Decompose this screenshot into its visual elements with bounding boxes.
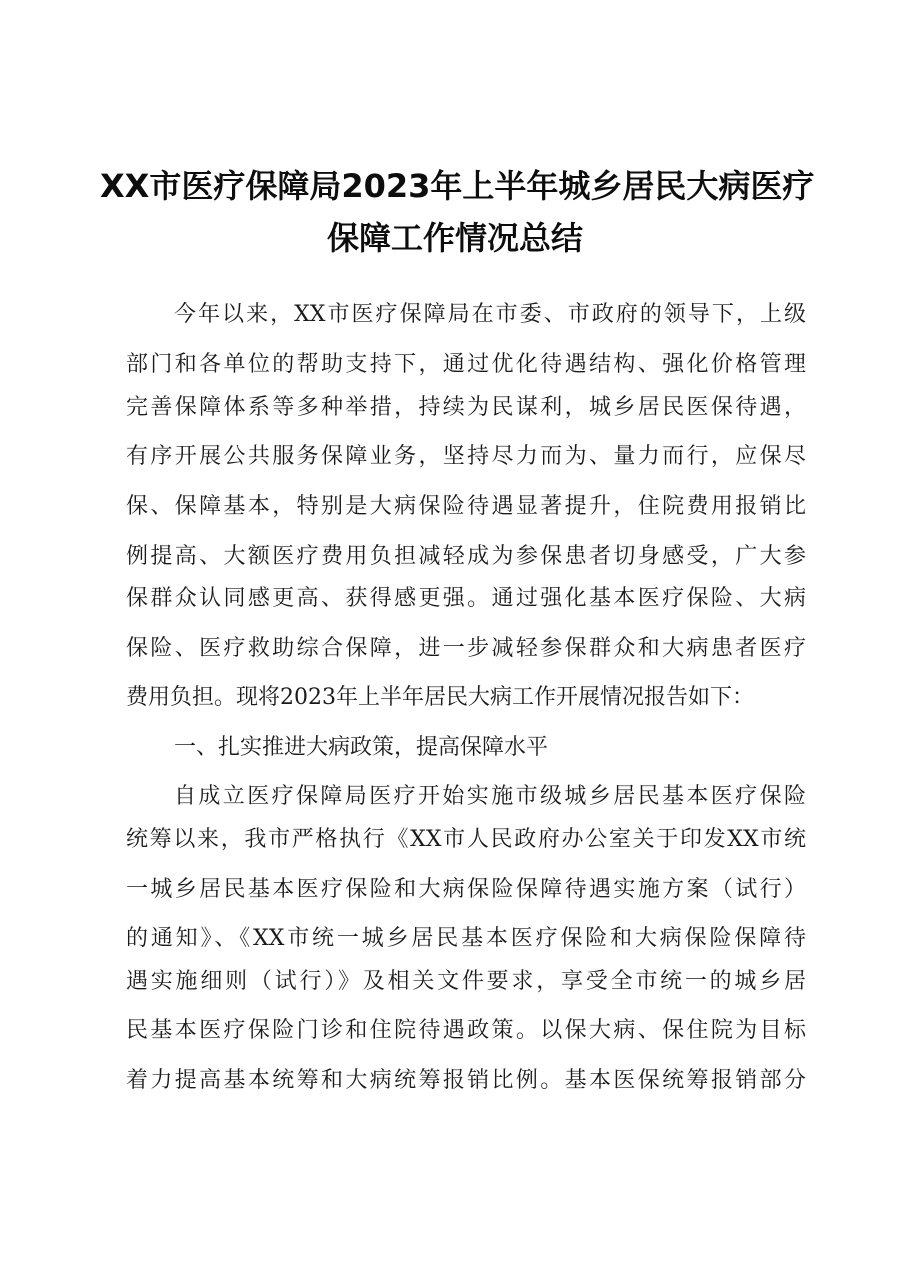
section-heading-1: 一、扎实推进大病政策，提高保障水平 [174,735,549,760]
paragraph-1-line-2: 部门和各单位的帮助支持下，通过优化待遇结构、强化价格管理 [126,352,806,377]
paragraph-2-line-5: 遇实施细则（试行）》及相关文件要求，享受全市统一的城乡居 [126,969,806,994]
paragraph-1-line-5: 保、保障基本，特别是大病保险待遇显著提升，住院费用报销比 [126,494,806,519]
paragraph-1-line-1: 今年以来，XX市医疗保障局在市委、市政府的领导下，上级 [174,302,806,327]
paragraph-1-line-4: 有序开展公共服务保障业务，坚持尽力而为、量力而行，应保尽 [126,444,806,469]
paragraph-2-line-1: 自成立医疗保障局医疗开始实施市级城乡居民基本医疗保险 [174,784,806,809]
paragraph-1-line-9: 费用负担。现将2023年上半年居民大病工作开展情况报告如下： [126,685,754,710]
paragraph-2-line-4: 的通知》、《XX市统一城乡居民基本医疗保险和大病保险保障待 [126,926,806,951]
paragraph-1-line-8: 保险、医疗救助综合保障，进一步减轻参保群众和大病患者医疗 [126,636,806,661]
document-title-line-1: XX市医疗保障局2023年上半年城乡居民大病医疗 [100,167,815,205]
document-title-line-2: 保障工作情况总结 [326,219,583,257]
paragraph-2-line-2: 统筹以来，我市严格执行《XX市人民政府办公室关于印发XX市统 [126,827,806,852]
paragraph-1-line-7: 保群众认同感更高、获得感更强。通过强化基本医疗保险、大病 [126,586,806,611]
paragraph-2-line-3: 一城乡居民基本医疗保险和大病保险保障待遇实施方案（试行） [126,877,806,902]
paragraph-2-line-6: 民基本医疗保险门诊和住院待遇政策。以保大病、保住院为目标 [126,1018,806,1043]
paragraph-2-line-7: 着力提高基本统筹和大病统筹报销比例。基本医保统筹报销部分 [126,1068,806,1093]
paragraph-1-line-6: 例提高、大额医疗费用负担减轻成为参保患者切身感受，广大参 [126,544,806,569]
paragraph-1-line-3: 完善保障体系等多种举措，持续为民谋利，城乡居民医保待遇， [126,395,806,420]
